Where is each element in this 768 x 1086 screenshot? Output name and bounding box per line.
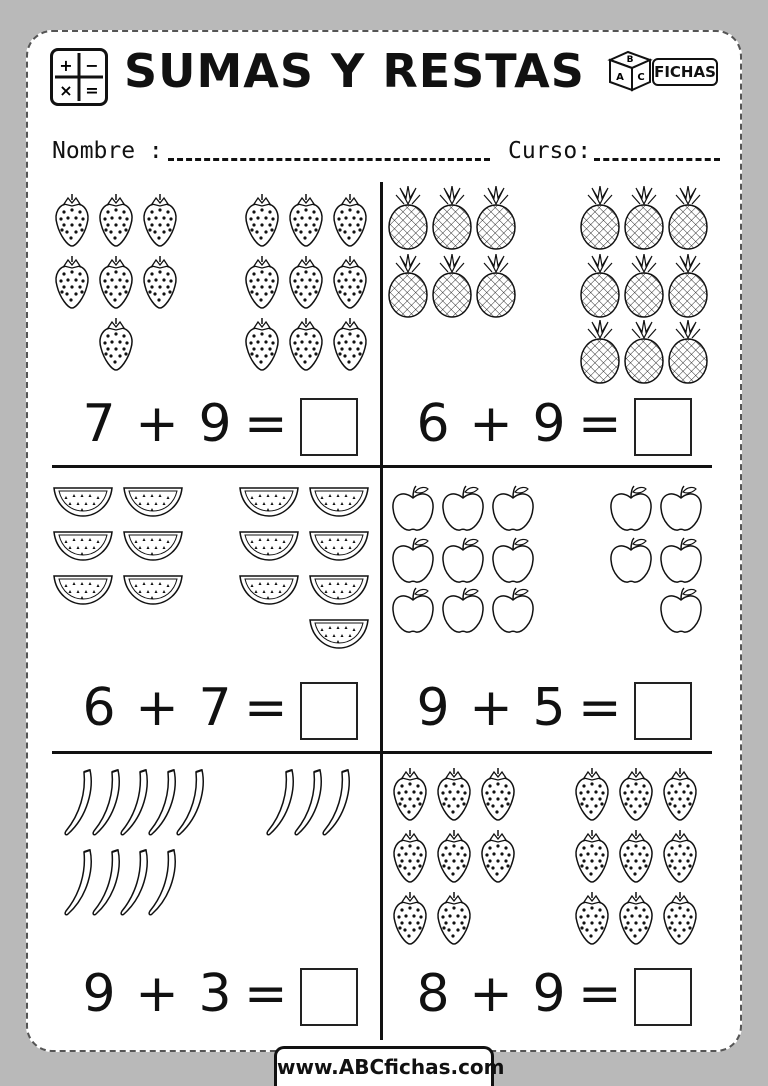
operator: + [469, 964, 513, 1024]
course-field[interactable] [594, 158, 720, 161]
watermelon-icon [238, 572, 300, 610]
operator: + [135, 678, 179, 738]
strawberry-icon [572, 890, 612, 950]
answer-box[interactable] [634, 682, 692, 740]
operator: + [135, 394, 179, 454]
operator: + [135, 964, 179, 1024]
number-b: 9 [532, 394, 566, 454]
strawberry-icon [572, 828, 612, 888]
strawberry-icon [478, 828, 518, 888]
apple-icon [608, 484, 654, 536]
apple-icon [440, 536, 486, 588]
pineapple-icon [430, 254, 474, 324]
apple-icon [390, 484, 436, 536]
number-b: 9 [198, 394, 232, 454]
strawberry-icon [330, 192, 370, 252]
pineapple-icon [578, 186, 622, 256]
equation [70, 678, 288, 738]
equation [404, 964, 622, 1024]
strawberry-icon [434, 828, 474, 888]
strawberry-icon [572, 766, 612, 826]
watermelon-icon [52, 572, 114, 610]
apple-icon [490, 586, 536, 638]
apple-icon [658, 484, 704, 536]
strawberry-icon [616, 890, 656, 950]
grid-divider-horizontal [52, 751, 712, 754]
equals-sign: = [244, 678, 288, 738]
answer-box[interactable] [634, 398, 692, 456]
number-a: 6 [416, 394, 450, 454]
logo-letter: C [637, 72, 645, 83]
pineapple-icon [578, 254, 622, 324]
watermelon-icon [238, 484, 300, 522]
apple-icon [390, 586, 436, 638]
grid-divider-horizontal [52, 465, 712, 468]
number-b: 5 [532, 678, 566, 738]
answer-box[interactable] [300, 968, 358, 1026]
pineapple-icon [622, 320, 666, 390]
watermelon-icon [122, 572, 184, 610]
pineapple-icon [474, 186, 518, 256]
strawberry-icon [286, 192, 326, 252]
number-b: 7 [198, 678, 232, 738]
strawberry-icon [52, 192, 92, 252]
svg-text:−: − [85, 56, 99, 75]
strawberry-icon [616, 766, 656, 826]
watermelon-icon [122, 528, 184, 566]
equals-sign: = [244, 394, 288, 454]
svg-text:×: × [59, 81, 73, 100]
footer-url: www.ABCfichas.com [274, 1046, 494, 1086]
apple-icon [490, 484, 536, 536]
page-title: SUMAS Y RESTAS [124, 44, 585, 98]
strawberry-icon [242, 316, 282, 376]
watermelon-icon [52, 484, 114, 522]
strawberry-icon [660, 766, 700, 826]
equation [70, 394, 288, 454]
strawberry-icon [52, 254, 92, 314]
pineapple-icon [666, 254, 710, 324]
apple-icon [658, 536, 704, 588]
answer-box[interactable] [300, 398, 358, 456]
number-b: 3 [198, 964, 232, 1024]
pineapple-icon [622, 254, 666, 324]
logo-letter: B [626, 55, 634, 65]
equals-sign: = [578, 678, 622, 738]
banana-icon [174, 768, 208, 842]
apple-icon [608, 536, 654, 588]
strawberry-icon [330, 316, 370, 376]
pineapple-icon [430, 186, 474, 256]
number-a: 8 [416, 964, 450, 1024]
watermelon-icon [308, 572, 370, 610]
equation [70, 964, 288, 1024]
watermelon-icon [308, 484, 370, 522]
apple-icon [658, 586, 704, 638]
calculator-icon [50, 48, 108, 106]
watermelon-icon [238, 528, 300, 566]
strawberry-icon [660, 890, 700, 950]
equation [404, 394, 622, 454]
operator: + [469, 394, 513, 454]
pineapple-icon [666, 320, 710, 390]
operator: + [469, 678, 513, 738]
strawberry-icon [660, 828, 700, 888]
pineapple-icon [578, 320, 622, 390]
number-a: 9 [82, 964, 116, 1024]
number-a: 7 [82, 394, 116, 454]
pineapple-icon [474, 254, 518, 324]
strawberry-icon [96, 254, 136, 314]
strawberry-icon [390, 890, 430, 950]
number-a: 6 [82, 678, 116, 738]
strawberry-icon [96, 316, 136, 376]
strawberry-icon [434, 890, 474, 950]
apple-icon [490, 536, 536, 588]
strawberry-icon [616, 828, 656, 888]
svg-text:=: = [85, 81, 99, 100]
number-a: 9 [416, 678, 450, 738]
banana-icon [320, 768, 354, 842]
strawberry-icon [390, 766, 430, 826]
name-field[interactable] [168, 158, 490, 161]
watermelon-icon [308, 616, 370, 654]
apple-icon [440, 586, 486, 638]
course-label: Curso: [508, 138, 592, 164]
watermelon-icon [52, 528, 114, 566]
equals-sign: = [244, 964, 288, 1024]
equals-sign: = [578, 964, 622, 1024]
answer-box[interactable] [634, 968, 692, 1026]
strawberry-icon [434, 766, 474, 826]
equation [404, 678, 622, 738]
strawberry-icon [140, 254, 180, 314]
strawberry-icon [140, 192, 180, 252]
strawberry-icon [390, 828, 430, 888]
banana-icon [146, 848, 180, 922]
strawberry-icon [286, 254, 326, 314]
apple-icon [440, 484, 486, 536]
watermelon-icon [308, 528, 370, 566]
apple-icon [390, 536, 436, 588]
name-label: Nombre : [52, 138, 163, 164]
watermelon-icon [122, 484, 184, 522]
pineapple-icon [386, 254, 430, 324]
logo-text: FICHAS [652, 58, 718, 86]
grid-divider-vertical [380, 182, 383, 1040]
svg-text:+: + [59, 56, 73, 75]
strawberry-icon [286, 316, 326, 376]
pineapple-icon [622, 186, 666, 256]
strawberry-icon [478, 766, 518, 826]
logo-letter: A [616, 72, 624, 83]
answer-box[interactable] [300, 682, 358, 740]
number-b: 9 [532, 964, 566, 1024]
strawberry-icon [242, 254, 282, 314]
strawberry-icon [330, 254, 370, 314]
strawberry-icon [242, 192, 282, 252]
strawberry-icon [96, 192, 136, 252]
pineapple-icon [666, 186, 710, 256]
pineapple-icon [386, 186, 430, 256]
equals-sign: = [578, 394, 622, 454]
